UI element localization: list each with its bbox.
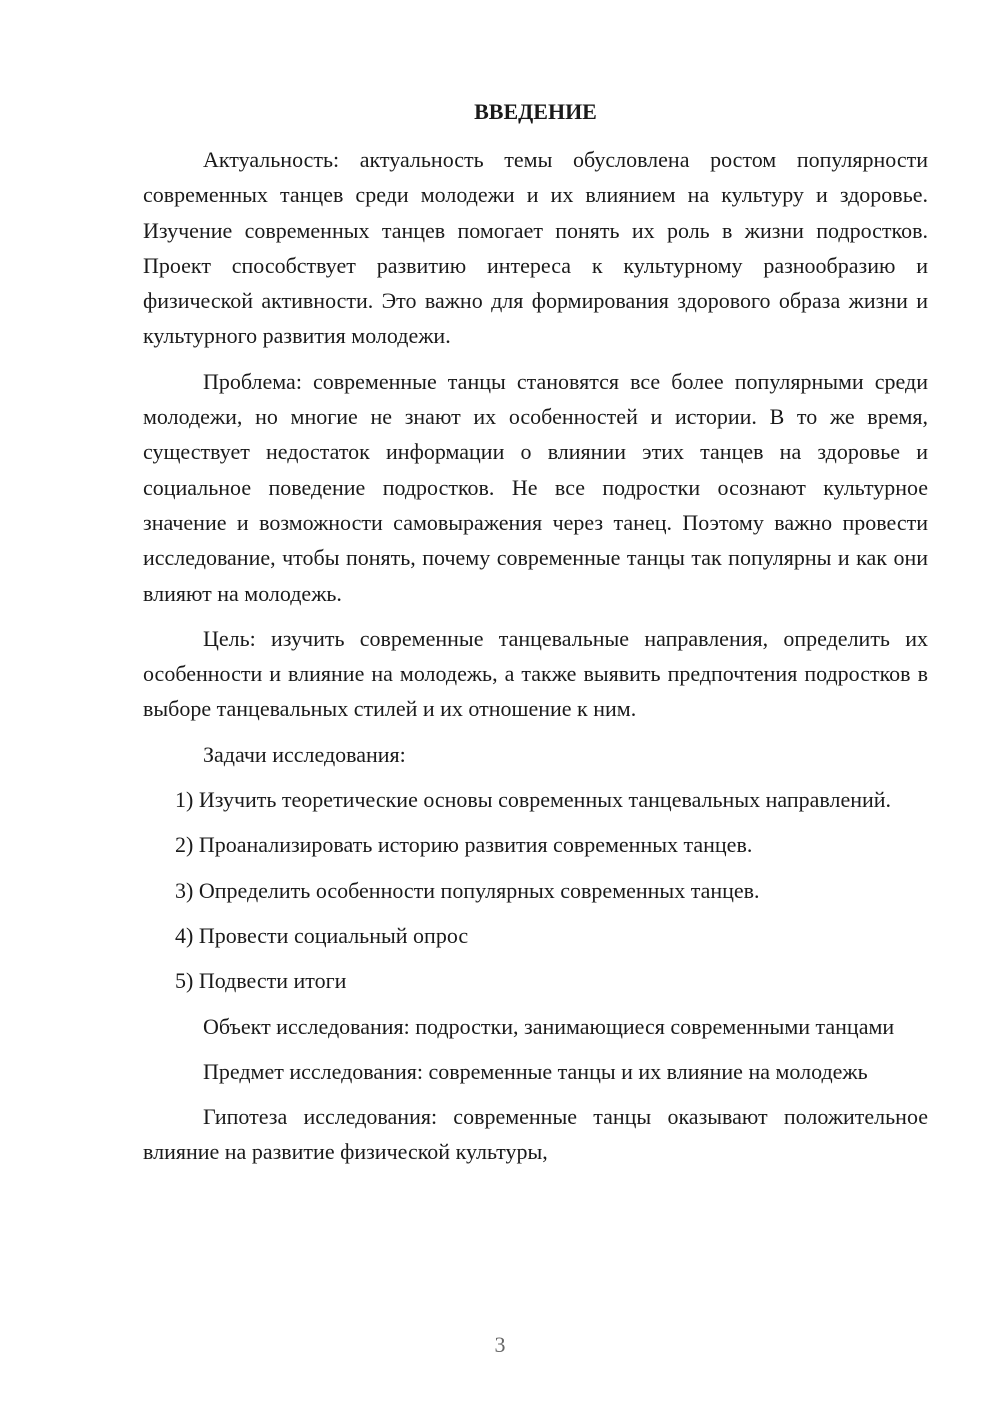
paragraph-subject: Предмет исследования: современные танцы и их влияние на молодежь (203, 1058, 868, 1084)
task-item-4: 4) Провести социальный опрос (175, 922, 469, 948)
task-item-3: 3) Определить особенности популярных современных танцев. (175, 877, 760, 903)
task-item-5: 5) Подвести итоги (175, 968, 347, 994)
paragraph-tasks-heading: Задачи исследования: (203, 741, 406, 767)
paragraph-problem: Проблема: современные танцы становятся все более популярными среди молодежи, но многие не знают их особенностей и истории. В то же время, существует недостаток информации о влиянии этих танцев на здоровье и социальное поведение подростков. Не все подростки осознают культурное значение и возможности самовыражения через танец. Поэтому важно провести исследование, чтобы понять, почему современные танцы так популярны и как они влияют на молодежь. (143, 368, 928, 606)
paragraph-relevance: Актуальность: актуальность темы обусловлена ростом популярности современных танцев среди молодежи и их влиянием на культуру и здоровье. Изучение современных танцев помогает понять их роль в жизни подростков. Проект способствует развитию интереса к культурному разнообразию и физической активности. Это важно для формирования здорового образа жизни и культурного развития молодежи. (143, 147, 928, 349)
paragraph-goal: Цель: изучить современные танцевальные направления, определить их особенности и влияние на молодежь, а также выявить предпочтения подростков в выборе танцевальных стилей и их отношение к ним. (143, 625, 928, 722)
document-page (143, 94, 928, 1180)
task-item-2: 2) Проанализировать историю развития современных танцев. (175, 832, 753, 858)
paragraph-object: Объект исследования: подростки, занимающиеся современными танцами (203, 1013, 895, 1039)
page-number: 3 (494, 1332, 506, 1357)
paragraph-hypothesis: Гипотеза исследования: современные танцы оказывают положительное влияние на развитие физической культуры, (143, 1104, 928, 1165)
task-item-1: 1) Изучить теоретические основы современных танцевальных направлений. (175, 787, 892, 813)
section-title: ВВЕДЕНИЕ (474, 99, 597, 124)
